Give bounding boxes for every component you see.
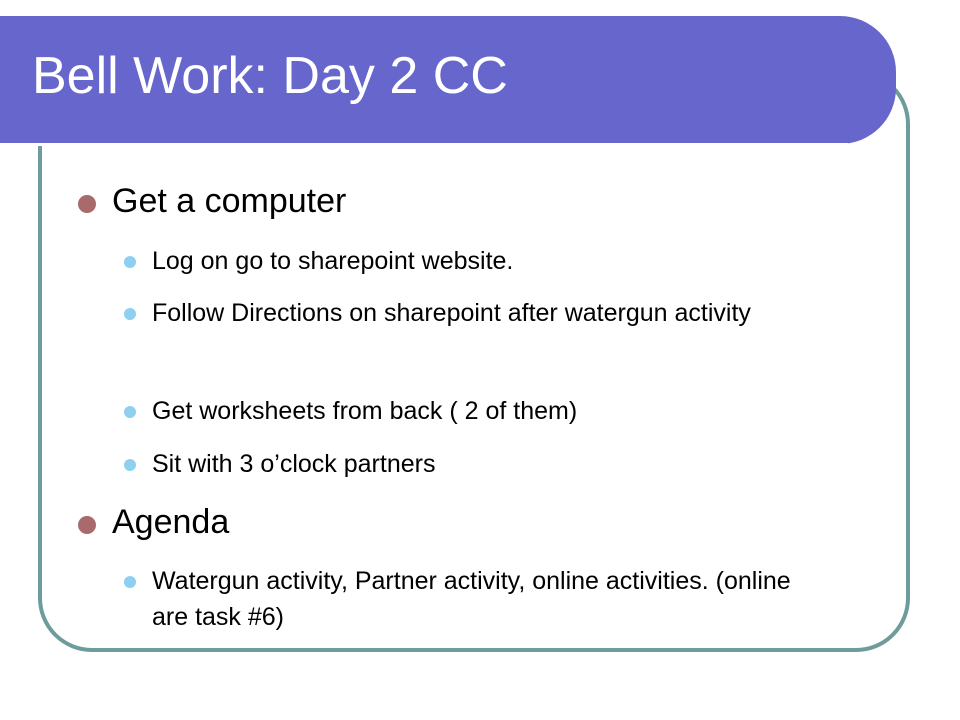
bullet-dot-icon bbox=[78, 516, 96, 534]
sub-bullet-text: Get worksheets from back ( 2 of them) bbox=[152, 397, 578, 425]
sub-bullet-dot-icon bbox=[124, 459, 136, 471]
sub-bullet-text: Watergun activity, Partner activity, online activities. (online are task #6) bbox=[152, 567, 791, 631]
sub-bullet-text: Sit with 3 o’clock partners bbox=[152, 450, 436, 478]
bullet-dot-icon bbox=[78, 195, 96, 213]
sub-bullet-dot-icon bbox=[124, 576, 136, 588]
sub-bullet-text: Log on go to sharepoint website. bbox=[152, 247, 514, 275]
bullet-label: Get a computer bbox=[112, 182, 347, 220]
sub-bullet-dot-icon bbox=[124, 308, 136, 320]
sub-bullet-dot-icon bbox=[124, 256, 136, 268]
bullet-label: Agenda bbox=[112, 503, 230, 541]
slide-title: Bell Work: Day 2 CC bbox=[32, 47, 508, 105]
sub-bullet-text: Follow Directions on sharepoint after watergun activity bbox=[152, 299, 751, 327]
sub-bullet-dot-icon bbox=[124, 406, 136, 418]
